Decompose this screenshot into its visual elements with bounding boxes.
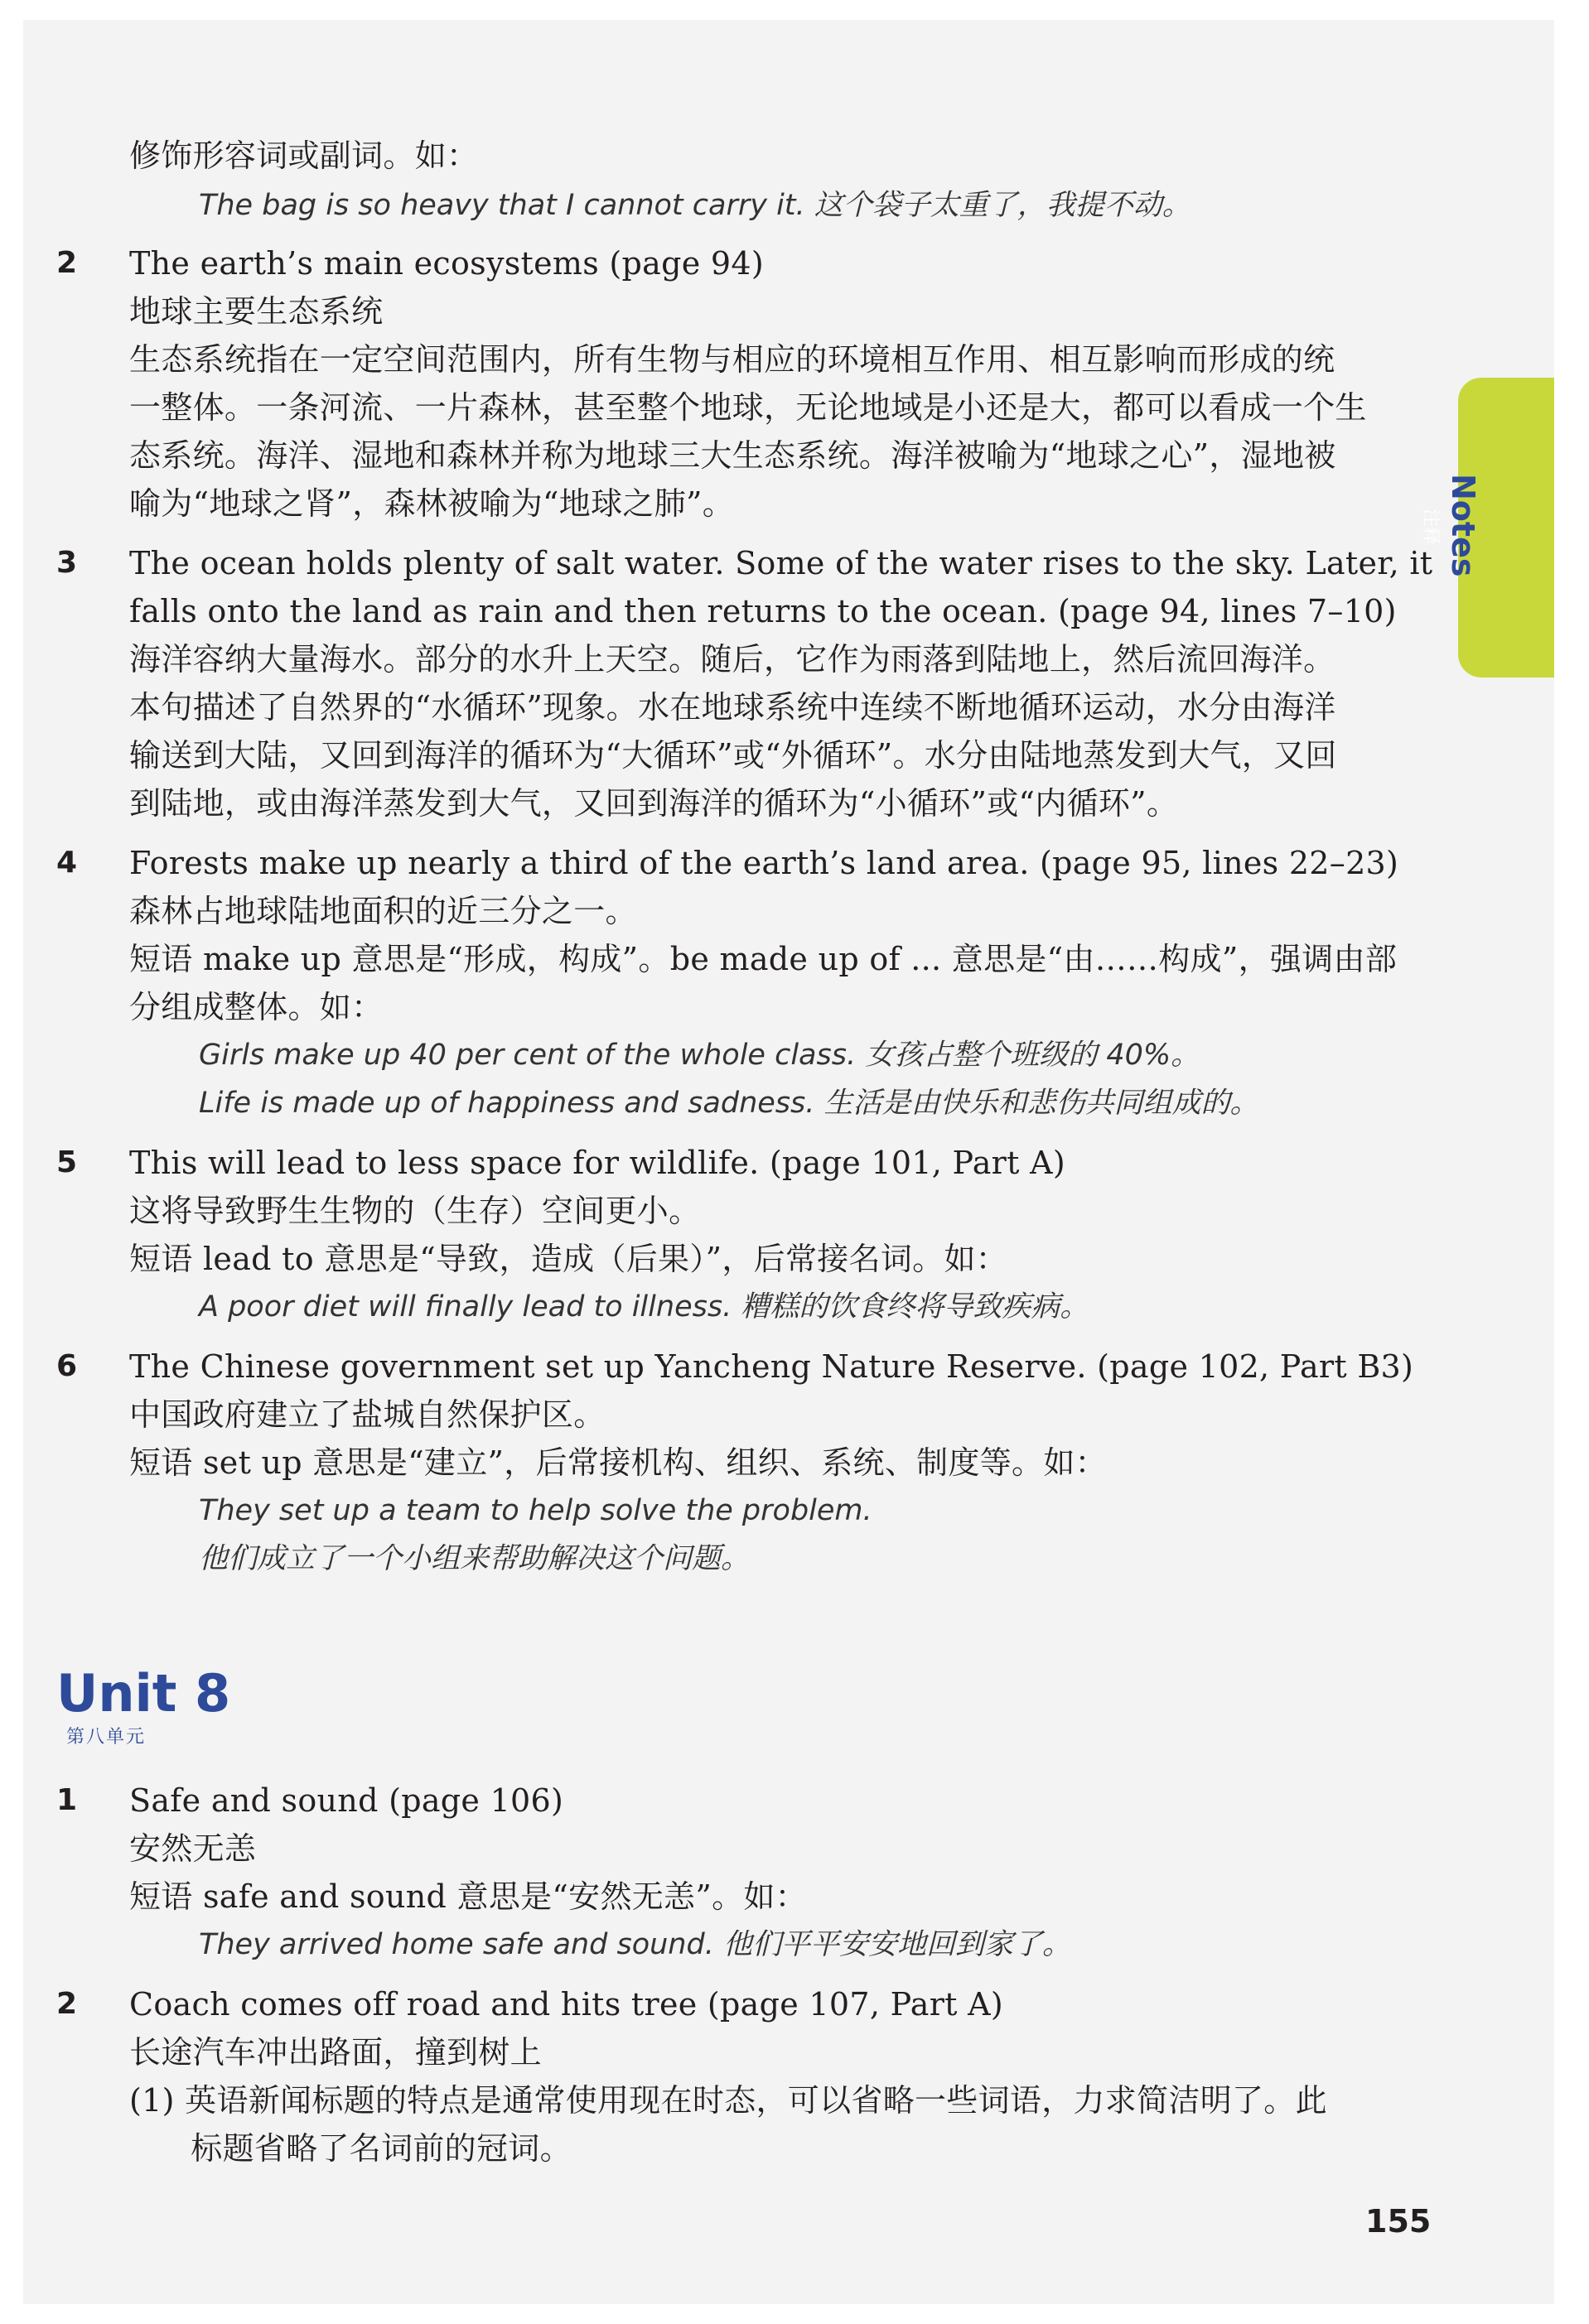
- note-translation: 森林占地球陆地面积的近三分之一。: [129, 893, 637, 929]
- note-english: Coach comes off road and hits tree (page 107, Part A): [129, 1986, 1003, 2023]
- note-english: falls onto the land as rain and then returns to the ocean. (page 94, lines 7–10): [129, 593, 1397, 629]
- note-explanation: 本句描述了自然界的“水循环”现象。水在地球系统中连续不断地循环运动，水分由海洋: [129, 689, 1336, 726]
- note-explanation: 分组成整体。如：: [129, 989, 384, 1025]
- unit-heading: Unit 8: [56, 1663, 231, 1724]
- note-explanation: 短语 set up 意思是“建立”，后常接机构、组织、系统、制度等。如：: [129, 1444, 1107, 1481]
- note-translation: 这将导致野生生物的（生存）空间更小。: [129, 1193, 701, 1229]
- note-explanation: 一整体。一条河流、一片森林，甚至整个地球，无论地域是小还是大，都可以看成一个生: [129, 389, 1367, 426]
- note-english: The ocean holds plenty of salt water. Some of the water rises to the sky. Later, it: [129, 545, 1433, 581]
- intro-example: The bag is so heavy that I cannot carry it. 这个袋子太重了，我提不动。: [199, 189, 1191, 222]
- note-number: 4: [56, 846, 78, 880]
- note-translation: 地球主要生态系统: [129, 293, 384, 330]
- note-explanation: 态系统。海洋、湿地和森林并称为地球三大生态系统。海洋被喻为“地球之心”，湿地被: [129, 437, 1336, 474]
- note-english: Forests make up nearly a third of the earth’s land area. (page 95, lines 22–23): [129, 845, 1399, 881]
- notes-tab-label: Notes: [1445, 474, 1481, 577]
- unit-subheading: 第八单元: [66, 1727, 147, 1748]
- note-number: 2: [56, 1987, 78, 2021]
- note-translation: 长途汽车冲出路面，撞到树上: [129, 2034, 542, 2071]
- note-translation: 海洋容纳大量海水。部分的水升上天空。随后，它作为雨落到陆地上，然后流回海洋。: [129, 641, 1335, 677]
- note-explanation: 短语 make up 意思是“形成，构成”。be made up of ... 意思是“由……构成”，强调由部: [129, 941, 1398, 977]
- note-english: The Chinese government set up Yancheng Nature Reserve. (page 102, Part B3): [129, 1348, 1414, 1385]
- note-english: Safe and sound (page 106): [129, 1782, 564, 1819]
- intro-line: 修饰形容词或副词。如：: [129, 137, 479, 174]
- note-example: They arrived home safe and sound. 他们平平安安地回到家了。: [199, 1928, 1071, 1961]
- note-explanation: 标题省略了名词前的冠词。: [129, 2130, 572, 2167]
- note-explanation: 短语 lead to 意思是“导致，造成（后果）”，后常接名词。如：: [129, 1241, 1008, 1277]
- note-example: A poor diet will finally lead to illness. 糟糕的饮食终将导致疾病。: [199, 1290, 1089, 1324]
- note-example: 他们成立了一个小组来帮助解决这个问题。: [199, 1542, 751, 1575]
- note-example: Girls make up 40 per cent of the whole class. 女孩占整个班级的 40%。: [199, 1039, 1200, 1072]
- note-number: 3: [56, 546, 78, 580]
- note-explanation: 生态系统指在一定空间范围内，所有生物与相应的环境相互作用、相互影响而形成的统: [129, 341, 1335, 378]
- note-explanation: 输送到大陆，又回到海洋的循环为“大循环”或“外循环”。水分由陆地蒸发到大气，又回: [129, 737, 1337, 774]
- note-number: 2: [56, 246, 78, 280]
- page-number: 155: [1365, 2203, 1432, 2240]
- note-english: This will lead to less space for wildlife. (page 101, Part A): [129, 1145, 1065, 1181]
- note-explanation: 到陆地，或由海洋蒸发到大气，又回到海洋的循环为“小循环”或“内循环”。: [129, 785, 1179, 822]
- note-number: 5: [56, 1145, 78, 1179]
- note-translation: 中国政府建立了盐城自然保护区。: [129, 1396, 606, 1433]
- note-translation: 安然无恙: [129, 1830, 257, 1867]
- notes-tab-sublabel: 注释: [1420, 509, 1441, 546]
- note-explanation: 喻为“地球之肾”，森林被喻为“地球之肺”。: [129, 485, 735, 522]
- note-example: They set up a team to help solve the problem.: [199, 1494, 872, 1527]
- note-example: Life is made up of happiness and sadness. 生活是由快乐和悲伤共同组成的。: [199, 1087, 1259, 1120]
- note-explanation: (1) 英语新闻标题的特点是通常使用现在时态，可以省略一些词语，力求简洁明了。此: [129, 2082, 1327, 2119]
- note-number: 1: [56, 1783, 78, 1817]
- note-english: The earth’s main ecosystems (page 94): [129, 245, 764, 282]
- note-explanation: 短语 safe and sound 意思是“安然无恙”。如：: [129, 1878, 807, 1915]
- note-number: 6: [56, 1349, 78, 1383]
